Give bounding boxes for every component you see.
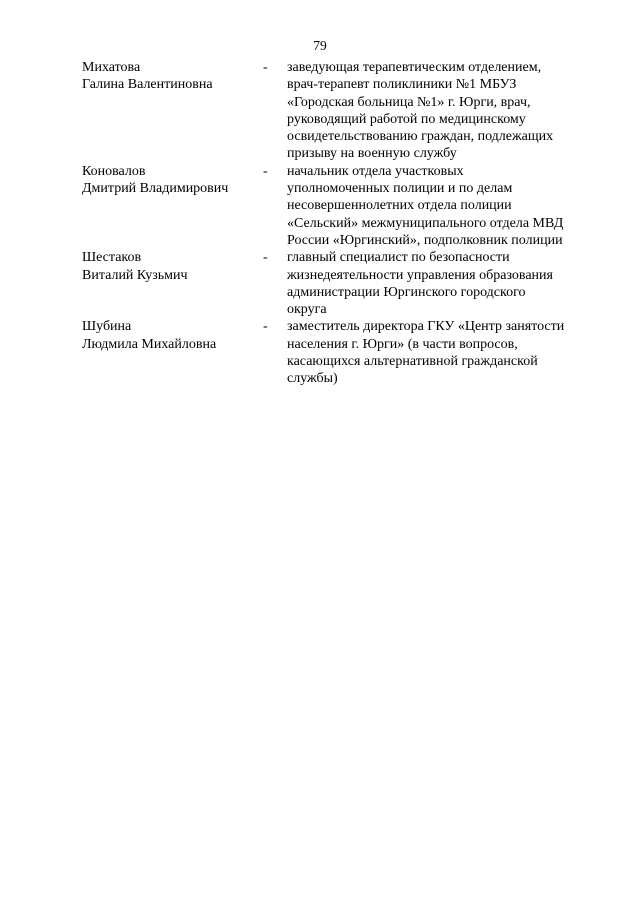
position-line: руководящий работой по медицинскому <box>287 111 526 127</box>
position-line: заведующая терапевтическим отделением, <box>287 60 542 75</box>
member-name <box>82 249 263 284</box>
member-surname: Михатова <box>82 60 141 75</box>
position-line: округа <box>287 302 327 318</box>
member-surname: Коновалов <box>82 163 146 179</box>
position-line: призыву на военную службу <box>287 146 457 162</box>
member-given-names: Дмитрий Владимирович <box>82 181 229 197</box>
commission-member-list <box>82 59 592 388</box>
member-entry-mikhatova <box>82 59 592 163</box>
position-line: «Сельский» межмуниципального отдела МВД <box>287 215 564 231</box>
separator-dash: - <box>263 319 268 335</box>
member-position <box>287 318 592 387</box>
position-line: заместитель директора ГКУ «Центр занятости <box>287 319 565 335</box>
separator-dash: - <box>263 163 268 179</box>
position-line: «Городская больница №1» г. Юрги, врач, <box>287 94 531 110</box>
position-line: касающихся альтернативной гражданской <box>287 354 538 370</box>
member-surname: Шубина <box>82 319 132 335</box>
member-given-names: Виталий Кузьмич <box>82 267 188 283</box>
member-surname: Шестаков <box>82 250 142 266</box>
position-line: службы) <box>287 371 338 387</box>
member-entry-shestakov <box>82 249 592 318</box>
member-position <box>287 59 592 163</box>
separator-dash: - <box>263 250 268 266</box>
member-given-names: Галина Валентиновна <box>82 77 213 93</box>
position-line: врач-терапевт поликлиники №1 МБУЗ <box>287 77 517 93</box>
position-line: администрации Юргинского городского <box>287 284 526 300</box>
position-line: начальник отдела участковых <box>287 163 464 179</box>
member-name <box>82 318 263 353</box>
member-name <box>82 163 263 198</box>
position-line: освидетельствованию граждан, подлежащих <box>287 129 554 145</box>
member-position <box>287 163 592 249</box>
position-line: России «Юргинский», подполковник полиции <box>287 232 563 248</box>
position-line: жизнедеятельности управления образования <box>287 267 553 283</box>
position-line: уполномоченных полиции и по делам <box>287 181 513 197</box>
member-name <box>82 59 263 94</box>
member-given-names: Людмила Михайловна <box>82 336 217 352</box>
member-position <box>287 249 592 318</box>
page-number: 79 <box>313 38 327 53</box>
member-entry-konovalov <box>82 163 592 249</box>
member-entry-shubina <box>82 318 592 387</box>
position-line: населения г. Юрги» (в части вопросов, <box>287 336 518 352</box>
separator-dash: - <box>263 60 268 75</box>
position-line: несовершеннолетних отдела полиции <box>287 198 512 214</box>
position-line: главный специалист по безопасности <box>287 250 510 266</box>
